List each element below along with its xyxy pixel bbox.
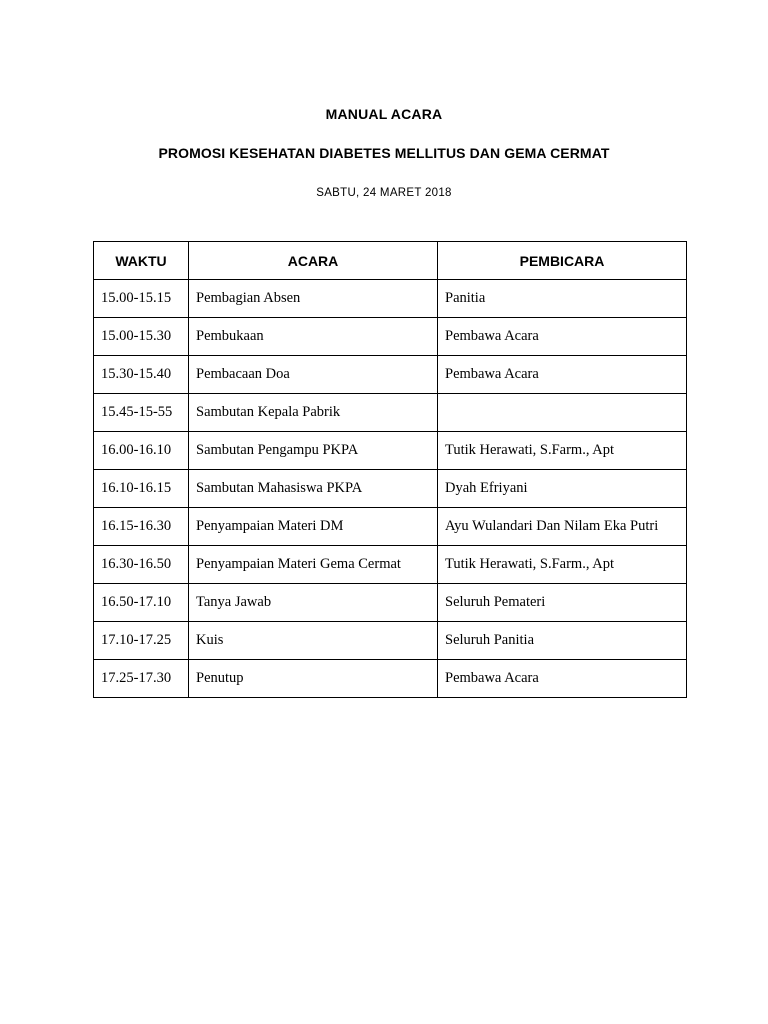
document-subtitle: PROMOSI KESEHATAN DIABETES MELLITUS DAN GEMA CERMAT: [158, 145, 610, 161]
event-date: SABTU, 24 MARET 2018: [316, 187, 452, 199]
table-row: [94, 660, 687, 698]
table-row: [94, 394, 687, 432]
schedule-table: [93, 241, 687, 698]
cell-pembicara: [438, 394, 687, 432]
cell-pembicara: Tutik Herawati, S.Farm., Apt: [438, 546, 687, 584]
cell-acara: Penyampaian Materi DM: [189, 508, 438, 546]
cell-acara: Pembacaan Doa: [189, 356, 438, 394]
table-row: [94, 584, 687, 622]
cell-waktu: 16.50-17.10: [94, 584, 189, 622]
table-row: [94, 470, 687, 508]
column-header-acara: ACARA: [189, 242, 438, 280]
cell-waktu: 17.25-17.30: [94, 660, 189, 698]
cell-waktu: 16.15-16.30: [94, 508, 189, 546]
cell-pembicara: Seluruh Pemateri: [438, 584, 687, 622]
cell-acara: Kuis: [189, 622, 438, 660]
cell-pembicara: Pembawa Acara: [438, 356, 687, 394]
column-header-waktu: WAKTU: [94, 242, 189, 280]
cell-acara: Tanya Jawab: [189, 584, 438, 622]
cell-acara: Penyampaian Materi Gema Cermat: [189, 546, 438, 584]
cell-acara: Penutup: [189, 660, 438, 698]
cell-acara: Sambutan Kepala Pabrik: [189, 394, 438, 432]
table-row: [94, 280, 687, 318]
cell-pembicara: Pembawa Acara: [438, 318, 687, 356]
cell-pembicara: Tutik Herawati, S.Farm., Apt: [438, 432, 687, 470]
cell-waktu: 15.00-15.15: [94, 280, 189, 318]
cell-pembicara: Dyah Efriyani: [438, 470, 687, 508]
table-row: [94, 432, 687, 470]
cell-waktu: 16.10-16.15: [94, 470, 189, 508]
table-row: [94, 356, 687, 394]
cell-pembicara: Seluruh Panitia: [438, 622, 687, 660]
cell-waktu: 15.45-15-55: [94, 394, 189, 432]
table-row: [94, 508, 687, 546]
table-row: [94, 318, 687, 356]
cell-waktu: 16.30-16.50: [94, 546, 189, 584]
cell-acara: Sambutan Pengampu PKPA: [189, 432, 438, 470]
table-row: [94, 546, 687, 584]
column-header-pembicara: PEMBICARA: [438, 242, 687, 280]
cell-waktu: 16.00-16.10: [94, 432, 189, 470]
cell-acara: Pembukaan: [189, 318, 438, 356]
cell-waktu: 15.00-15.30: [94, 318, 189, 356]
cell-waktu: 15.30-15.40: [94, 356, 189, 394]
table-row: [94, 622, 687, 660]
document-title: MANUAL ACARA: [325, 106, 443, 122]
cell-acara: Pembagian Absen: [189, 280, 438, 318]
cell-pembicara: Pembawa Acara: [438, 660, 687, 698]
cell-acara: Sambutan Mahasiswa PKPA: [189, 470, 438, 508]
cell-pembicara: Ayu Wulandari Dan Nilam Eka Putri: [438, 508, 687, 546]
cell-pembicara: Panitia: [438, 280, 687, 318]
table-header-row: [94, 242, 687, 280]
cell-waktu: 17.10-17.25: [94, 622, 189, 660]
